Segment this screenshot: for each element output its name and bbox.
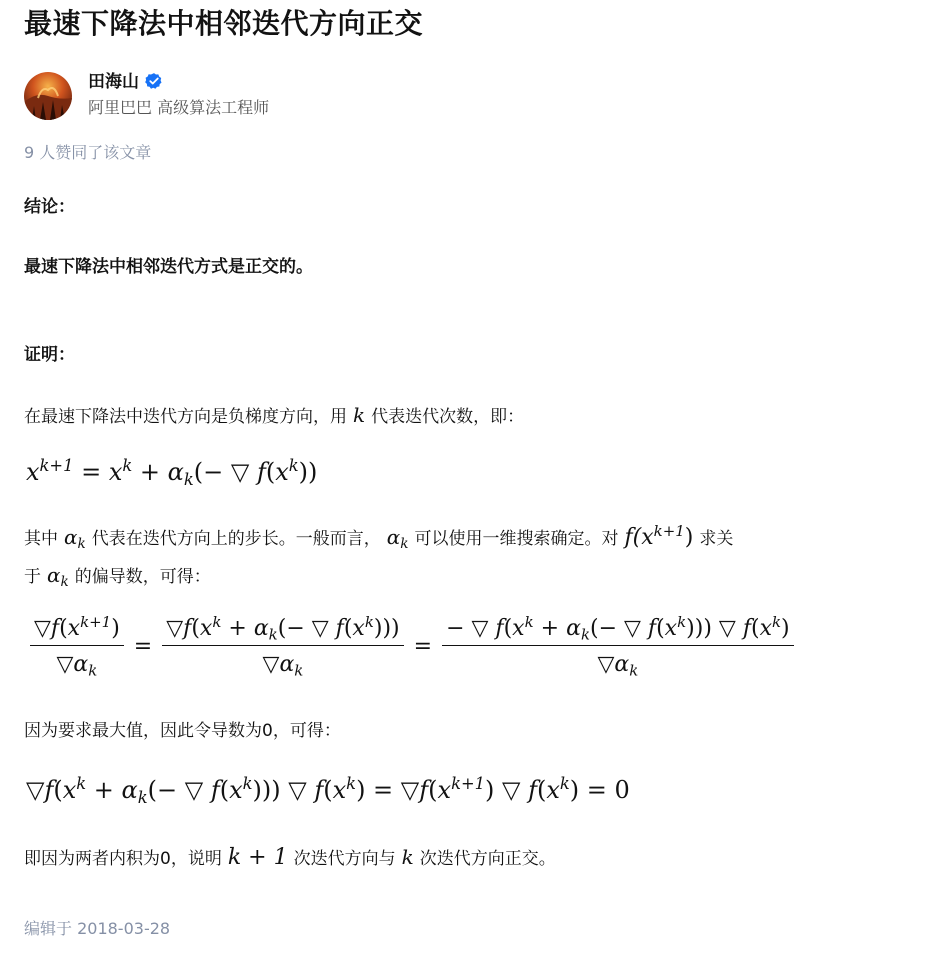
p3-text-b: 的偏导数，可得：: [74, 567, 211, 587]
p5-text-a: 即因为两者内积为0，说明: [24, 849, 222, 869]
equation-2: $\frac{▽f(x^{k+1})}{▽\alpha_k}$ = $\frac{▽f(x^k + \alpha_k(- ▽ f(x^k)))}{▽\alpha_k}$ = $\frac{- ▽ f(x^k + \alpha_k(- ▽ f(x^k))) ▽ f(x^k)}{▽\alpha_k}$: [30, 616, 794, 677]
p2-text-b: 代表在迭代方向上的步长。一般而言，: [91, 529, 381, 549]
paragraph-3: [24, 562, 211, 590]
avatar-image: [24, 72, 72, 120]
author-name-text: 田海山: [88, 72, 139, 92]
p2-text-c: 可以使用一维搜索确定。对: [414, 529, 619, 549]
author-avatar[interactable]: [24, 72, 72, 120]
author-description: 阿里巴巴 高级算法工程师: [88, 98, 270, 117]
fraction-3: $\frac{- ▽ f(x^k + \alpha_k(- ▽ f(x^k))) ▽ f(x^k)}{▽\alpha_k}$: [442, 616, 794, 677]
p2-text-d: 求关: [699, 529, 734, 549]
paragraph-1: [24, 402, 524, 430]
verified-badge-icon: [145, 72, 163, 90]
p1-text-a: 在最速下降法中迭代方向是负梯度方向，用: [24, 407, 347, 427]
fraction-1: $\frac{▽f(x^{k+1})}{▽\alpha_k}$: [30, 616, 124, 677]
math-alpha-k-1: [58, 525, 92, 553]
p2-text-a: 其中: [24, 529, 58, 549]
math-f-xk1: [619, 521, 700, 550]
proof-heading: 证明：: [24, 345, 75, 365]
p3-text-a: 于: [24, 567, 41, 587]
edited-date: 编辑于 2018-03-28: [24, 919, 171, 938]
f-x-text: f(x: [624, 525, 654, 550]
p5-text-c: 次迭代方向正交。: [419, 849, 556, 869]
alpha-subscript: k: [60, 574, 69, 591]
fraction-2: $\frac{▽f(x^k + \alpha_k(- ▽ f(x^k)))}{▽\alpha_k}$: [162, 616, 403, 677]
conclusion-text: 最速下降法中相邻迭代方式是正交的。: [24, 257, 313, 277]
alpha-symbol: α: [47, 563, 61, 587]
f-x-superscript: k+1: [653, 521, 685, 540]
author-name[interactable]: [88, 70, 163, 94]
math-var-k: k: [353, 403, 366, 427]
likes-count[interactable]: 9 人赞同了该文章: [24, 143, 152, 162]
article-title: 最速下降法中相邻迭代方向正交: [24, 7, 424, 40]
math-k-plus-1: k + 1: [227, 845, 288, 870]
alpha-symbol: α: [64, 525, 78, 549]
alpha-subscript: k: [77, 536, 86, 553]
paragraph-5: [24, 844, 556, 872]
alpha-symbol: α: [386, 525, 401, 549]
alpha-subscript: k: [400, 536, 409, 553]
f-x-close: ): [684, 525, 694, 550]
p5-text-b: 次迭代方向与: [293, 849, 396, 869]
math-alpha-k-3: [41, 563, 75, 591]
conclusion-heading: 结论：: [24, 197, 75, 217]
p1-text-b: 代表迭代次数，即：: [371, 407, 525, 427]
math-alpha-k-2: [381, 525, 415, 553]
author-info: [24, 72, 724, 122]
paragraph-2: [24, 521, 734, 553]
math-var-k-2: k: [401, 845, 414, 869]
paragraph-4: 因为要求最大值，因此令导数为0，可得：: [24, 721, 341, 741]
equation-1: $x^{k+1} = x^k + \alpha_k(-$ ▽ $f(x^k)$): [26, 456, 318, 489]
equation-3: $▽f(x^k + \alpha_k(-$ ▽ $f(x^k)$)) ▽ $f(x^k)$ = $▽f(x^{k+1})$ ▽ $f(x^k) = 0$: [26, 774, 630, 807]
